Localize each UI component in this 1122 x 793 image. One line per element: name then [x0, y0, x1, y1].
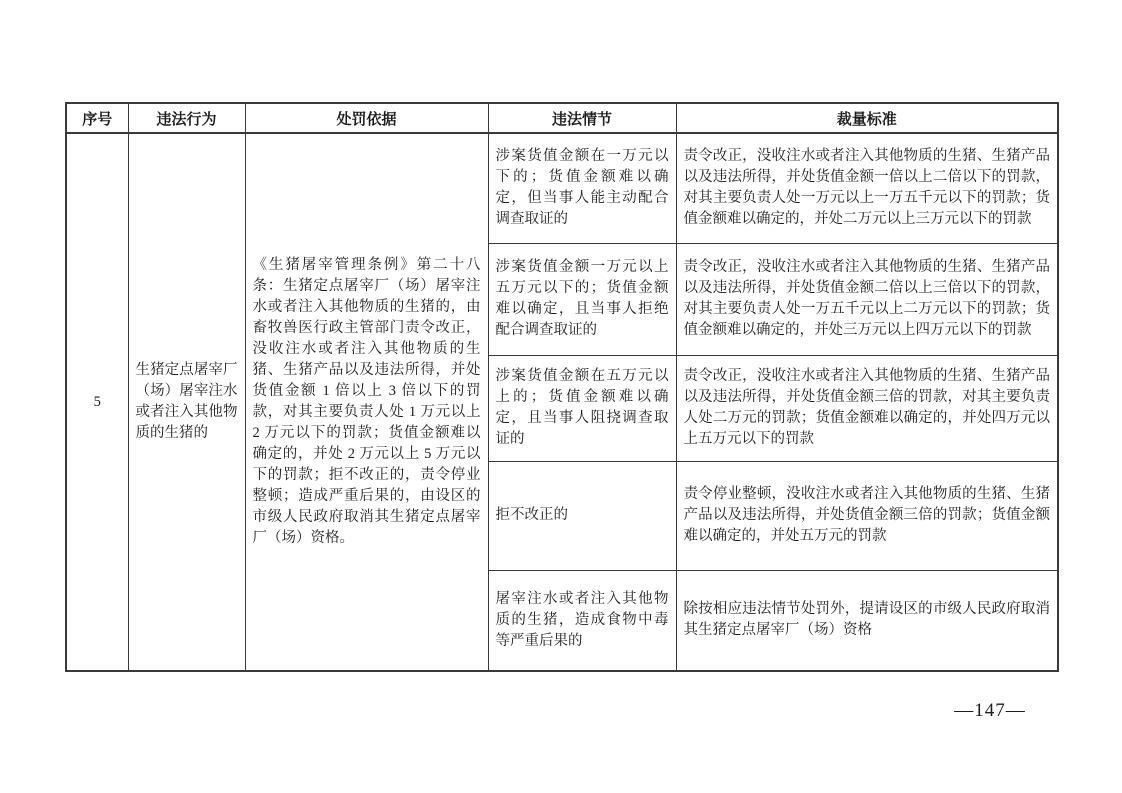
standard-cell: 责令改正，没收注水或者注入其他物质的生猪、生猪产品以及违法所得，并处货值金额一倍以上二倍以下的罚款，对其主要负责人处一万元以上一万五千元以下的罚款；货值金额难以确定的，并处二万元以上三万元以下的罚款 — [676, 133, 1058, 243]
circumstance-cell: 涉案货值金额一万元以上五万元以下的；货值金额难以确定，且当事人拒绝配合调查取证的 — [488, 243, 676, 355]
circumstance-cell: 拒不改正的 — [488, 461, 676, 570]
penalty-basis-cell: 《生猪屠宰管理条例》第二十八条：生猪定点屠宰厂（场）屠宰注水或者注入其他物质的生猪的，由畜牧兽医行政主管部门责令改正，没收注水或者注入其他物质的生猪、生猪产品以及违法所得，并处货值金额 1 倍以上 3 倍以下的罚款，对其主要负责人处 1 万元以上 2 万元以下的罚款；货值金额难以确定的，并处 2 万元以上 5 万元以下的罚款；拒不改正的，责令停业整顿；造成严重后果的，由设区的市级人民政府取消其生猪定点屠宰厂（场）资格。 — [245, 133, 488, 671]
circumstance-cell: 屠宰注水或者注入其他物质的生猪，造成食物中毒等严重后果的 — [488, 570, 676, 671]
illegal-behavior-cell: 生猪定点屠宰厂（场）屠宰注水或者注入其他物质的生猪的 — [128, 133, 245, 671]
standard-cell: 责令改正，没收注水或者注入其他物质的生猪、生猪产品以及违法所得，并处货值金额二倍以上三倍以下的罚款，对其主要负责人处一万五千元以上二万元以下的罚款；货值金额难以确定的，并处三万元以上四万元以下的罚款 — [676, 243, 1058, 355]
table-header-row — [66, 103, 1058, 133]
standard-cell: 责令改正，没收注水或者注入其他物质的生猪、生猪产品以及违法所得，并处货值金额三倍的罚款，对其主要负责人处二万元的罚款；货值金额难以确定的，并处四万元以上五万元以下的罚款 — [676, 355, 1058, 461]
header-illegal-behavior: 违法行为 — [128, 103, 245, 133]
header-violation-circumstance: 违法情节 — [488, 103, 676, 133]
circumstance-cell: 涉案货值金额在五万元以上的；货值金额难以确定，且当事人阻挠调查取证的 — [488, 355, 676, 461]
page-number: —147— — [954, 700, 1026, 721]
header-seq: 序号 — [66, 103, 128, 133]
standard-cell: 除按相应违法情节处罚外，提请设区的市级人民政府取消其生猪定点屠宰厂（场）资格 — [676, 570, 1058, 671]
header-discretion-standard: 裁量标准 — [676, 103, 1058, 133]
seq-number-cell: 5 — [66, 133, 128, 671]
table-row — [66, 133, 1058, 243]
penalty-discretion-table — [65, 102, 1059, 672]
standard-cell: 责令停业整顿，没收注水或者注入其他物质的生猪、生猪产品以及违法所得，并处货值金额三倍的罚款；货值金额难以确定的，并处五万元的罚款 — [676, 461, 1058, 570]
circumstance-cell: 涉案货值金额在一万元以下的；货值金额难以确定，但当事人能主动配合调查取证的 — [488, 133, 676, 243]
header-penalty-basis: 处罚依据 — [245, 103, 488, 133]
